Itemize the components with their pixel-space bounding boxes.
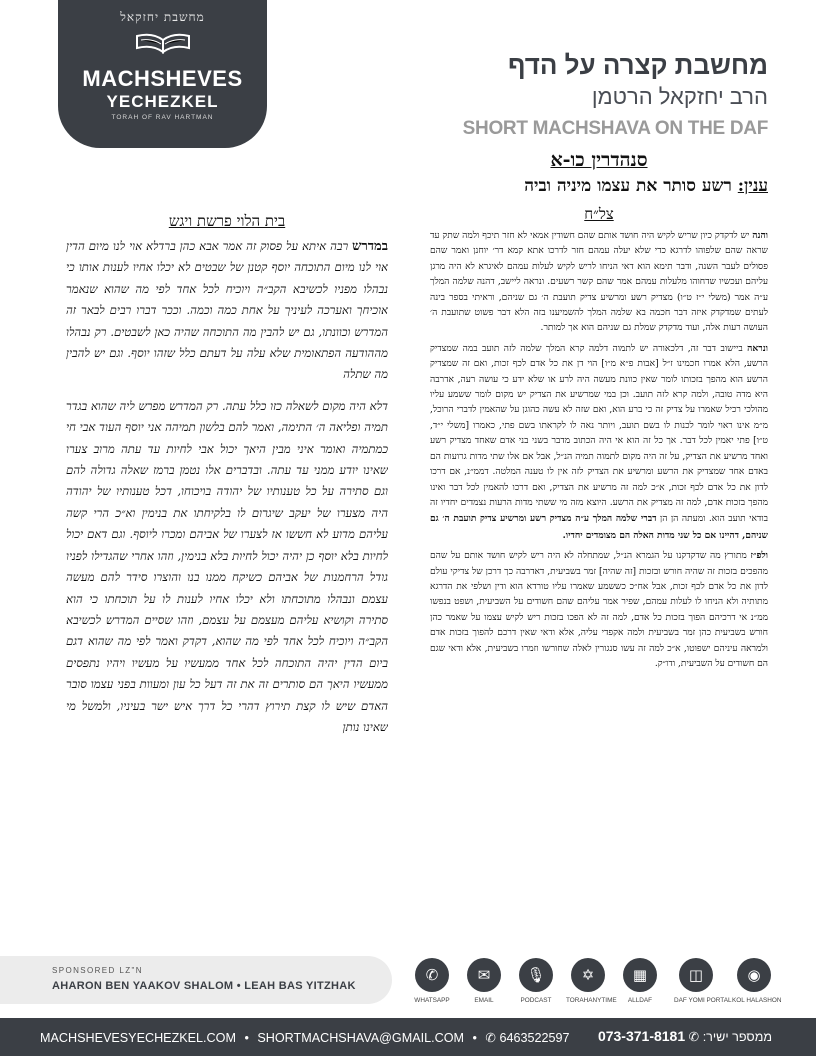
- paragraph-bold-text: דברי שלמה המלך ע״ה מצדיק רשע ומרשיע צדיק תועבת ה׳ גם שניהם, דהיינו אם כל שני מדות האלה הם מצומדים יחדיו.: [430, 513, 768, 541]
- alldaf-icon: ▦: [623, 958, 657, 992]
- topic-line: [524, 176, 768, 196]
- sponsor-banner: [0, 956, 392, 1004]
- source-author: צל״ח: [584, 205, 614, 223]
- logo-tagline: TORAH OF RAV HARTMAN: [111, 114, 214, 121]
- whatsapp-icon: ✆: [415, 958, 449, 992]
- paragraph-lead: ולפ״ז: [750, 550, 768, 562]
- paragraph-text: ביישוב דבר זה, דלכאורה יש לתמוה דלמה קרא המלך שלמה לזה תועב במה שמצדיק הרשע, הלא אמרו חכמינו ז״ל [אבות פ״א מ״ו] הוי דן את כל אדם לכף זכות, ואם זה שמצדיק הרשע הוא מהפך בזכותו לומר שאין כוונת מעשה היה לרע או שלא ידע כי עושה רעה, אדרבה היא מדה טובה, ולמה קרא לזה תועב. וכן במי שמרשיע את הצדיק יש מקום לומר ששמע עליו מהולכי רכיל שאמרו על צדיק זה כי ברע הוא, ואם שזה לא עשה כהוגן על שהאמין לדברי הרוכל, מ״מ אינו ראוי לומר לכנות לו בשם תועב, ויותר נאה לו לקראתו בשם פתי, כאמרו [משלי י״ד, ט״ו] פתי יאמין לכל דבר. אך כל זה הוא אי היה הכתוב מדבר בשני בני אדם שאחד מצדיק רשע ואחד מרשיע את הצדיק, על זה היה מקום לתמוה תמיה הנ״ל, אבל אם אלו שתי מדות גרועות הם באדם אחד שמצדיק את הרשע ומרשיע את הצדיק לזה אין לו טענה המלטה. דממ״נ, אם דרכו לדון את כל אדם לכף זכות, א״כ למה זה מרשיע את הצדיק, ואם דרכו להאמין לכל דבר ואינו מהפך בזכות אדם, למה זה מצדיק את הרשע. היוצא מזה מי ששתי מדות הרעות נצמדים יחדיו זה בודאי תועב הוא. ומעתה הן הן: [430, 343, 768, 525]
- topic-text: רשע סותר את עצמו מיניה וביה: [524, 176, 732, 196]
- insert-text: דלא היה מקום לשאלה כזו כלל עתה. רק המדרש מפרש ליה שהוא בגדר תמיה ופליאה ה׳ התימה, ואמר להם בלשון תמיהה אני יוסף העוד אבי חי כמתמיה ואומר איני מבין היאך יכול אבי לחיות עד עתה מרוב צערו שאינו יודע ממני עד עתה. ובדברים אלו נטמן ברמז שאלה גדולה להם וגם סתירה על כל טענותיו של יהודה בויכוחו, דכל טענותיו של יהודה היה מצערו של יעקב שיגרום לו בלקיחתו את בנימין וא״כ הרי קשה עליהם מדוע לא חששו אז לצערו של אביהם ומכרו ליוסף. וגם דאם יכול לחיות בלא יוסף כן יהיה יכול לחיות בלא בנימין, וזהו אחרי שהגדילו לפניו גודל הרחמנות של אביהם כשיקח ממנו בנו והוצרו סידר להם מעשה עצמם ונבהלו מתוכחתו ולא יכלו אחיו לענות לו על תוכחתו כי הוא סתירה וקושיא עליהם מעצמם על עצמם, וזהו שסיים המדרש לכשיבא הקב״ה ויוכיח לכל אחד לפי מה שהוא, דקדק ואמר לפי מה שהוא דגם ביום הדין יהיה התוכחה לכל אחד ממעשיו על מעשיו ויהיו נתפסים ממעשיו היאך הם סותרים זה את זה דעל כל עון ומעוות בפני עצמו סובר האדם שיש לו קצת תירוץ דהרי כל דרך איש ישר בעיניו, ולמשל מי שאינו נותן: [66, 398, 388, 734]
- insert-paragraph: [66, 396, 388, 739]
- whatsapp-label: WHATSAPP: [414, 997, 450, 1004]
- logo: [58, 0, 267, 148]
- open-book-icon: [133, 30, 193, 56]
- direct-line-label: ממספר ישיר:: [702, 1030, 772, 1044]
- torahanytime-label: TORAHANYTIME: [566, 997, 617, 1004]
- email-label: EMAIL: [474, 997, 494, 1004]
- insert-lead: במדרש: [352, 239, 388, 254]
- main-article: [430, 228, 768, 956]
- daf-label: סנהדרין כו-א: [550, 149, 648, 171]
- logo-brand-line1: MACHSHEVES: [82, 66, 243, 91]
- dafyomi-portal-label: DAF YOMI PORTAL: [674, 997, 732, 1004]
- torahanytime-link[interactable]: [566, 958, 617, 1004]
- insert-paragraph: [66, 236, 388, 386]
- website-link[interactable]: MACHSHEVESYECHEZKEL.COM: [40, 1031, 236, 1045]
- phone-icon: ✆: [688, 1030, 700, 1044]
- direct-line: [598, 1028, 772, 1044]
- kolhalashon-link[interactable]: [732, 958, 782, 1004]
- whatsapp-number[interactable]: 6463522597: [499, 1031, 570, 1045]
- sponsor-label: SPONSORED LZ"N: [52, 966, 143, 975]
- podcast-icon: 🎙: [519, 958, 553, 992]
- footer-bar: [0, 1018, 816, 1056]
- email-address-link[interactable]: SHORTMACHSHAVA@GMAIL.COM: [257, 1031, 464, 1045]
- paragraph-lead: ונראה: [747, 342, 768, 354]
- direct-line-number[interactable]: 073-371-8181: [597, 1028, 686, 1044]
- paragraph-lead: והנה: [752, 230, 768, 241]
- insert-text: רבה איתא על פסוק זה אמר אבא כהן ברדלא אוי לנו מיום הדין אוי לנו מיום התוכחה יוסף קטנן של שבטים לא יכלו אחיו לענות אותו כי נבהלו מפניו לכשיבא הקב״ה ויוכיח לכל אחד לפי מה שהוא שנאמר אוכיחך ואערכה לעיניך על אחת כמה וכמה. וככר דברו רבים לבאר זה המדרש וכוונתו, גם יש להבין מה התוכחה שהיה כאן לשבטים. רק נבהלו מההודעה הפתאומית שלא עלה על דעתם כלל שזהו יוסף. וגם יש להבין מה שתלה: [66, 239, 388, 382]
- email-link[interactable]: [462, 958, 506, 1004]
- english-title: SHORT MACHSHAVA ON THE DAF: [462, 118, 768, 139]
- topic-label: ענין:: [737, 176, 768, 196]
- article-paragraph: [430, 548, 768, 672]
- whatsapp-small-icon: ✆: [485, 1031, 496, 1045]
- footer-contacts: [40, 1030, 570, 1045]
- kolhalashon-icon: ◉: [737, 958, 771, 992]
- alldaf-link[interactable]: [618, 958, 662, 1004]
- kolhalashon-label: KOL HALASHON: [732, 997, 782, 1004]
- separator-dot: •: [244, 1031, 249, 1045]
- paragraph-text: מתורץ מה שדקדקנו על הגמרא הנ״ל, שמתחלה לא היה ריש לקיש חושד אותם על שהם מהפכים בזכות זה שהיה חורש ובזכות [זה שהיה] זמר בשביעית, דאדרבה כך דרכן של צדיקי עולם לדון את כל אדם לכף זכות, אבל אח״כ כששמע שאמרו עליו טורדא הוא ודין ושלפי את הדרגא מתותיה ולא הניחו לו לעלות עמהם, שפיר אמר עליהם שהם חשודים על השביעית, ושפט בנפשו ממ״נ אי דרכיהם הפוך בזכות כל אדם, למה זה לא הפכו בזכות ריש לקיש עצמו על שאמר כהן חורש בשביעית כהן זמר בשביעית ולמה אקפדי עליה, אלא ודאי שאין דרכם להפוך בזכות אדם ולמראה עיניהם ישפוטו, א״כ למה זה עשו סנגורין לאלה שחורשו וזמרו בשביעית, אלא ודאי שגם הם חשודים על השביעית, ודו״ק.: [430, 551, 768, 669]
- insert-title: בית הלוי פרשת ויגש: [168, 212, 286, 230]
- handwritten-insert: [66, 236, 388, 944]
- rav-name: הרב יחזקאל הרטמן: [591, 84, 768, 109]
- logo-brand-line2: YECHEZKEL: [106, 92, 219, 111]
- article-paragraph: [430, 228, 768, 337]
- email-icon: ✉: [467, 958, 501, 992]
- logo-hebrew: מחשבת יחזקאל: [120, 10, 205, 24]
- separator-dot: •: [472, 1031, 477, 1045]
- torahanytime-icon: ✡: [571, 958, 605, 992]
- alldaf-label: ALLDAF: [627, 997, 653, 1004]
- whatsapp-link[interactable]: [410, 958, 454, 1004]
- podcast-link[interactable]: [514, 958, 558, 1004]
- dafyomi-portal-link[interactable]: [674, 958, 732, 1004]
- podcast-label: PODCAST: [520, 997, 552, 1004]
- page-title: מחשבת קצרה על הדף: [507, 50, 768, 80]
- article-paragraph: [430, 341, 768, 544]
- platform-links: [410, 958, 780, 1010]
- dafyomi-portal-icon: ◫: [679, 958, 713, 992]
- paragraph-text: יש לדקדק כיון שריש לקיש היה חושד אותם שהם חשודין אמאי לא חזר תיכף ולמה שתק עד שראה שהם שלפוהו לדרגא כדי שלא יעלה עמהם חזר לדרכו אתא קמא דר׳ יוחנן ואמר שהם פסולים לעבר השנה, ודבר תימא הוא דאי הניחו לריש לקיש לעלות עמהם לאיגרא לא היה מרגן עליהם ועכשיו שדחוהו מלעלות עמהם אמר שהם קשר רשעים. ונראה ליישב, דהנה שלמה המלך ע״ה אמר (משלי י״ז ט״ו) מצדיק רשע ומרשיע צדיק תועבת ה׳ גם שניהם, וראיתי בספר בינה לעתים שמדקדק איזה דבר חכמה בא שלמה המלך להשמיענו בזה הלא דבר פשוט שתועבת ה׳ העושה רעות אלה, ועוד מדקדק שמלת גם שניהם הוא אך למותר.: [430, 231, 768, 334]
- daf-reference: [430, 149, 768, 172]
- sponsor-names: AHARON BEN YAAKOV SHALOM • LEAH BAS YITZHAK: [52, 980, 356, 992]
